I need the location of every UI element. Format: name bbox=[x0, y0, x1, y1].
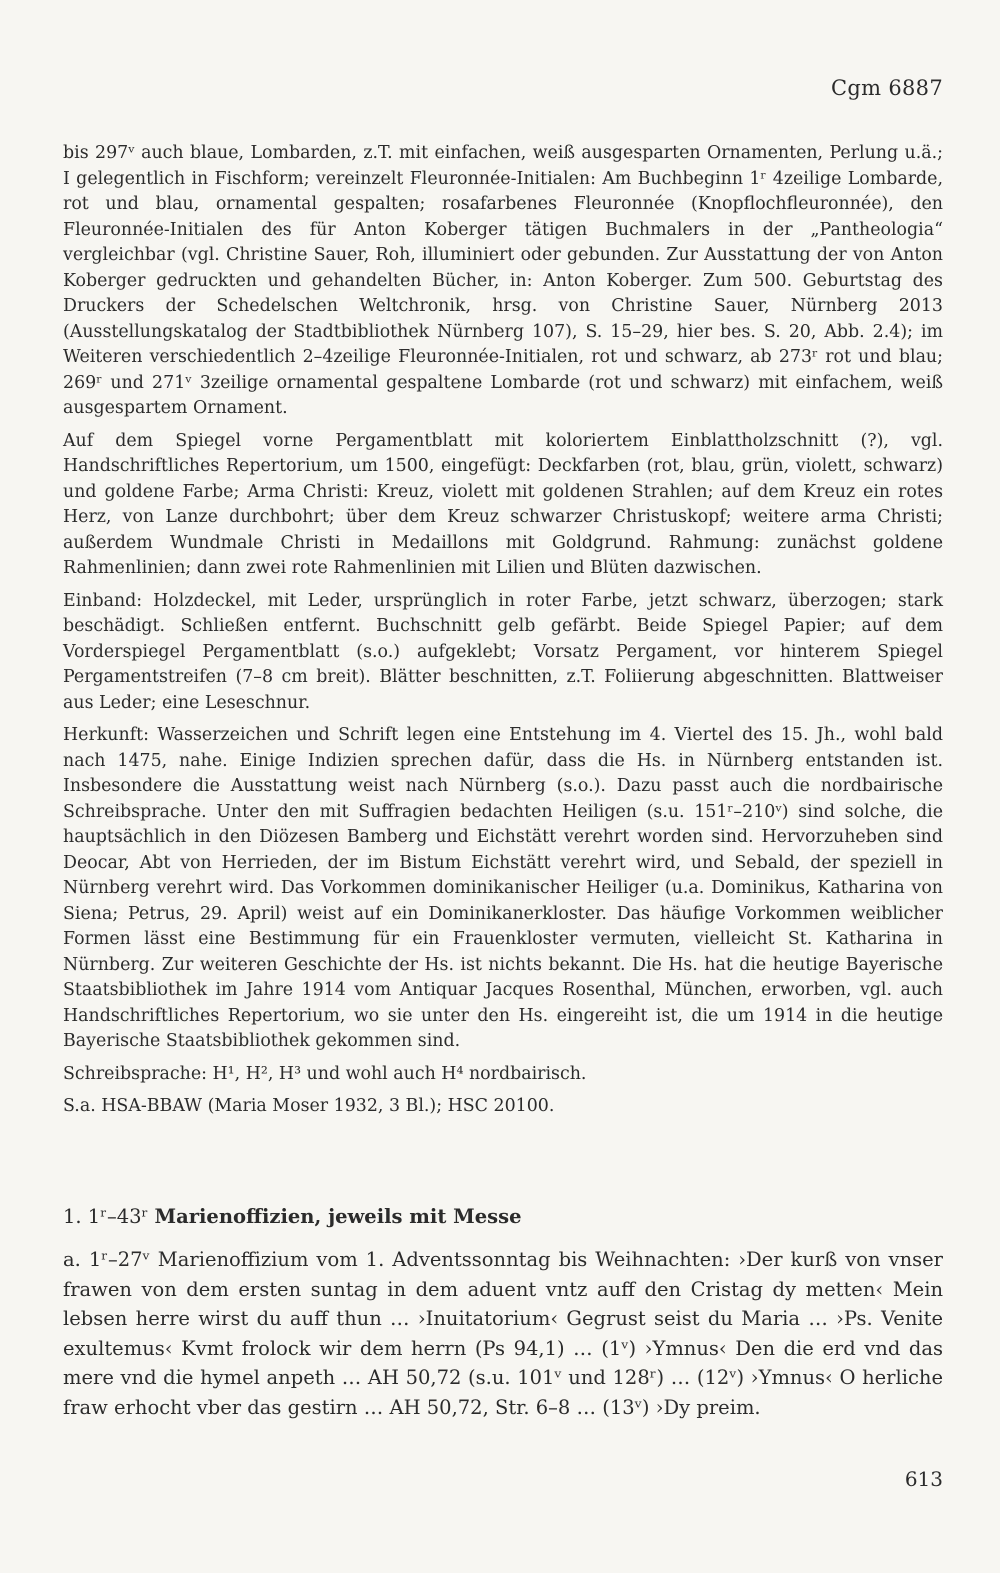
section-number: 1. 1ʳ–43ʳ bbox=[63, 1205, 149, 1228]
running-head: Cgm 6887 bbox=[831, 76, 943, 100]
paragraph-pastedown: Auf dem Spiegel vorne Pergamentblatt mit koloriertem Einblattholzschnitt (?), vgl. Handschriftliches Repertorium, um 1500, eingefügt: Deckfarben (rot, blau, grün, violett, schwarz) und goldene Farbe; Arma Christi: Kreuz, violett mit goldenen Strahlen; auf dem Kreuz ein rotes Herz, von Lanze durchbohrt; über dem Kreuz schwarzer Christuskopf; weitere arma Christi; außerdem Wundmale Christi in Medaillons mit Goldgrund. Rahmung: zunächst goldene Rahmenlinien; dann zwei rote Rahmenlinien mit Lilien und Blüten dazwischen. bbox=[63, 430, 943, 578]
book-page bbox=[63, 0, 943, 1573]
section-heading bbox=[63, 1203, 943, 1231]
paragraph-language: Schreibsprache: H¹, H², H³ und wohl auch H⁴ nordbairisch. bbox=[63, 1063, 587, 1084]
paragraph-references: S.a. HSA-BBAW (Maria Moser 1932, 3 Bl.); HSC 20100. bbox=[63, 1096, 555, 1116]
entry-a: a. 1ʳ–27ᵛ Marienoffizium vom 1. Adventssonntag bis Weihnachten: ›Der kurß von vnser frawen von dem ersten suntag in dem aduent vntz auff den Cristag dy metten‹ Mein lebsen herre wirst du auff thun … ›Inuitatorium‹ Gegrust seist du Maria … ›Ps. Venite exultemus‹ Kvmt frolock wir dem herrn (Ps 94,1) … (1ᵛ) ›Ymnus‹ Den die erd vnd das mere vnd die hymel anpeth … AH 50,72 (s.u. 101ᵛ und 128ʳ) … (12ᵛ) ›Ymnus‹ O herliche fraw erhocht vber das gestirn … AH 50,72, Str. 6–8 … (13ᵛ) ›Dy preim. bbox=[63, 1248, 943, 1419]
description-text bbox=[63, 141, 943, 1120]
page-number: 613 bbox=[904, 1467, 943, 1491]
section-title: Marienoffizien, jeweils mit Messe bbox=[154, 1205, 522, 1228]
paragraph-binding: Einband: Holzdeckel, mit Leder, ursprünglich in roter Farbe, jetzt schwarz, überzogen; stark beschädigt. Schließen entfernt. Buchschnitt gelb gefärbt. Beide Spiegel Papier; auf dem Vorderspiegel Pergamentblatt (s.o.) aufgeklebt; Vorsatz Pergament, vor hinterem Spiegel Pergamentstreifen (7–8 cm breit). Blätter beschnitten, z.T. Foliierung abgeschnitten. Blattweiser aus Leder; eine Leseschnur. bbox=[63, 590, 943, 713]
paragraph-provenance: Herkunft: Wasserzeichen und Schrift legen eine Entstehung im 4. Viertel des 15. Jh., wohl bald nach 1475, nahe. Einige Indizien sprechen dafür, dass die Hs. in Nürnberg entstanden ist. Insbesondere die Ausstattung weist nach Nürnberg (s.o.). Dazu passt auch die nordbairische Schreibsprache. Unter den mit Suffragien bedachten Heiligen (s.u. 151ʳ–210ᵛ) sind solche, die hauptsächlich in den Diözesen Bamberg und Eichstätt verehrt worden sind. Hervorzuheben sind Deocar, Abt von Herrieden, der im Bistum Eichstätt verehrt wird, und Sebald, der speziell in Nürnberg verehrt wird. Das Vorkommen dominikanischer Heiliger (u.a. Dominikus, Katharina von Siena; Petrus, 29. April) weist auf ein Dominikanerkloster. Das häufige Vorkommen weiblicher Formen lässt eine Bestimmung für ein Frauenkloster vermuten, vielleicht St. Katharina in Nürnberg. Zur weiteren Geschichte der Hs. ist nichts bekannt. Die Hs. hat die heutige Bayerische Staatsbibliothek im Jahre 1914 vom Antiquar Jacques Rosenthal, München, erworben, vgl. auch Handschriftliches Repertorium, wo sie unter den Hs. eingereiht ist, die um 1914 in die heutige Bayerische Staatsbibliothek gekommen sind. bbox=[63, 725, 943, 1051]
paragraph-decoration: bis 297ᵛ auch blaue, Lombarden, z.T. mit einfachen, weiß ausgesparten Ornamenten, Perlung u.ä.; I gelegentlich in Fischform; vereinzelt Fleuronnée-Initialen: Am Buchbeginn 1ʳ 4zeilige Lombarde, rot und blau, ornamental gespalten; rosafarbenes Fleuronnée (Knopflochfleuronnée), den Fleuronnée-Initialen des für Anton Koberger tätigen Buchmalers in der „Pantheologia“ vergleichbar (vgl. Christine Sauer, Roh, illuminiert oder gebunden. Zur Ausstattung der von Anton Koberger gedruckten und gehandelten Bücher, in: Anton Koberger. Zum 500. Geburtstag des Druckers der Schedelschen Weltchronik, hrsg. von Christine Sauer, Nürnberg 2013 (Ausstellungskatalog der Stadtbibliothek Nürnberg 107), S. 15–29, hier bes. S. 20, Abb. 2.4); im Weiteren verschiedentlich 2–4zeilige Fleuronnée-Initialen, rot und schwarz, ab 273ʳ rot und blau; 269ʳ und 271ᵛ 3zeilige ornamental gespaltene Lombarde (rot und schwarz) mit einfachem, weiß ausgespartem Ornament. bbox=[63, 143, 943, 418]
